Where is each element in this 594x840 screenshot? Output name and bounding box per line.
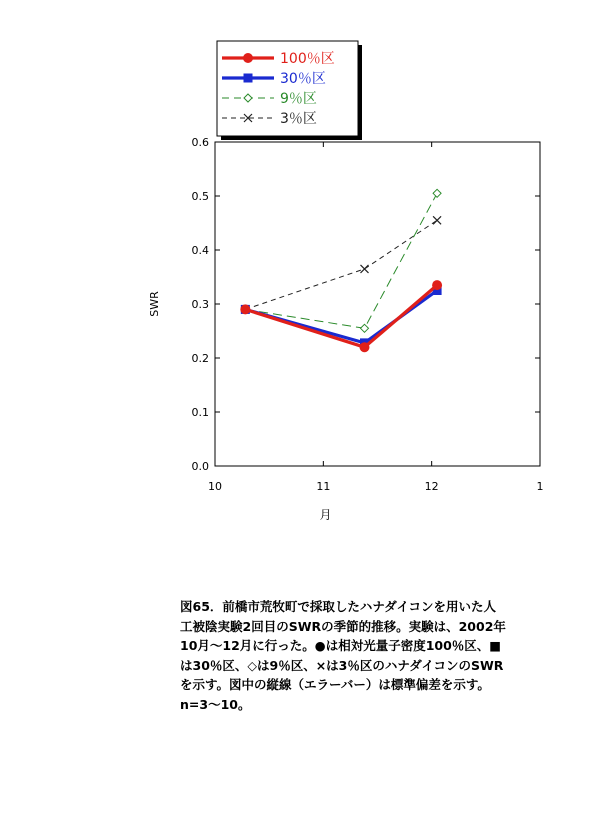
data-point xyxy=(243,53,253,63)
data-point xyxy=(361,265,369,273)
caption-line: n=3～10。 xyxy=(180,696,251,712)
y-tick-label: 0.6 xyxy=(191,136,209,149)
legend-label: 9％区 xyxy=(280,91,317,107)
legend xyxy=(217,41,362,140)
x-tick-label: 12 xyxy=(424,480,439,493)
y-axis xyxy=(192,136,541,473)
series-line xyxy=(245,220,437,309)
x-tick-label: 1 xyxy=(536,480,544,493)
legend-label: 3％区 xyxy=(280,111,317,127)
series-s100 xyxy=(240,280,442,352)
data-point xyxy=(432,280,442,290)
x-axis xyxy=(208,142,544,493)
caption-line: を示す。図中の縦線（エラーバー）は標準偏差を示す。 xyxy=(180,677,490,693)
y-tick-label: 0.3 xyxy=(191,298,209,311)
data-point xyxy=(361,324,369,332)
caption-line: 図65．前橋市荒牧町で採取したハナダイコンを用いた人 xyxy=(180,599,497,614)
series-line xyxy=(245,291,437,343)
figure-caption xyxy=(180,597,580,715)
y-tick-label: 0.4 xyxy=(191,244,209,257)
data-point xyxy=(433,189,441,197)
caption-line: 工被陰実験2回目のSWRの季節的推移。実験は、2002年 xyxy=(180,618,506,634)
legend-label: 30％区 xyxy=(280,71,326,87)
x-axis-label: 月 xyxy=(319,508,332,522)
y-tick-label: 0.0 xyxy=(191,460,209,473)
caption-line: 10月～12月に行った。●は相対光量子密度100％区、■ xyxy=(180,638,502,654)
data-point xyxy=(244,74,253,83)
x-tick-label: 11 xyxy=(316,480,331,493)
data-point xyxy=(240,304,250,314)
caption-line: は30％区、◇は9％区、×は3％区のハナダイコンのSWR xyxy=(180,657,504,673)
y-tick-label: 0.5 xyxy=(191,190,209,203)
y-tick-label: 0.2 xyxy=(191,352,209,365)
series-s3 xyxy=(241,216,441,313)
series-layer xyxy=(240,189,442,352)
x-tick-label: 10 xyxy=(208,480,222,493)
data-point xyxy=(433,216,441,224)
y-axis-label: SWR xyxy=(148,291,161,317)
y-tick-label: 0.1 xyxy=(191,406,209,419)
data-point xyxy=(360,342,370,352)
legend-label: 100％区 xyxy=(280,51,335,67)
